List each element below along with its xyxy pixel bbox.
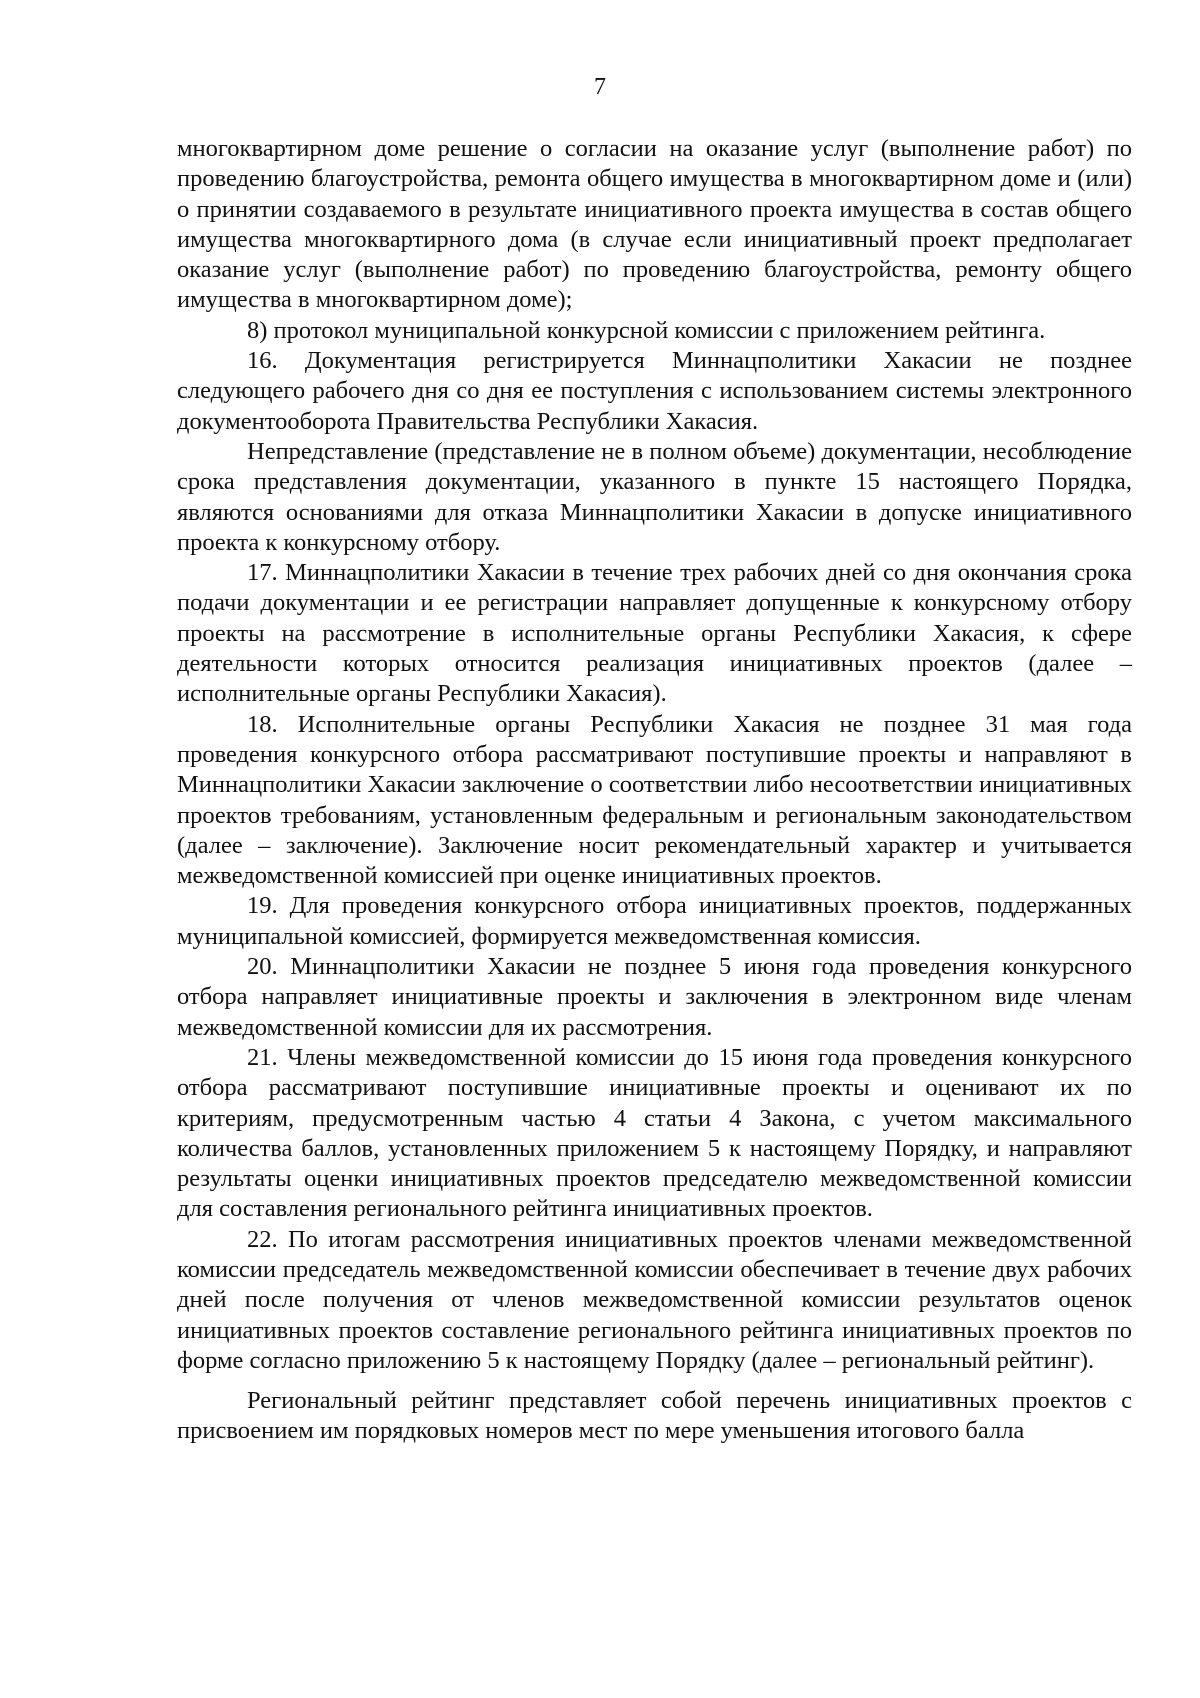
page-number: 7 (594, 74, 606, 100)
paragraph-22: 22. По итогам рассмотрения инициативных проектов членами межведомственной комиссии председатель межведомственной комиссии обеспечивает в течение двух рабочих дней после получения от членов межведомственной комиссии результатов оценок инициативных проектов составление регионального рейтинга инициативных проектов по форме согласно приложению 5 к настоящему Порядку (далее – региональный рейтинг). (177, 1225, 1132, 1374)
paragraph-16: 16. Документация регистрируется Миннацполитики Хакасии не позднее следующего рабочего дня со дня ее поступления с использованием системы электронного документооборота Правительства Республики Хакасия. (177, 347, 1132, 435)
paragraph-17: 17. Миннацполитики Хакасии в течение трех рабочих дней со дня окончания срока подачи документации и ее регистрации направляет допущенные к конкурсному отбору проекты на рассмотрение в исполнительные органы Республики Хакасия, к сфере деятельности которых относится реализация инициативных проектов (далее – исполнительные органы Республики Хакасия). (177, 559, 1132, 708)
paragraph-18: 18. Исполнительные органы Республики Хакасия не позднее 31 мая года проведения конкурсного отбора рассматривают поступившие проекты и направляют в Миннацполитики Хакасии заключение о соответствии либо несоответствии инициативных проектов требованиям, установленным федеральным и региональным законодательством (далее – заключение). Заключение носит рекомендательный характер и учитывается межведомственной комиссией при оценке инициативных проектов. (177, 710, 1132, 890)
paragraph-22-continued: Региональный рейтинг представляет собой перечень инициативных проектов с присвоением им порядковых номеров мест по мере уменьшения итогового балла (177, 1387, 1132, 1445)
paragraph-16-continued: Непредставление (представление не в полном объеме) документации, несоблюдение срока представления документации, указанного в пункте 15 настоящего Порядка, являются основаниями для отказа Миннацполитики Хакасии в допуске инициативного проекта к конкурсному отбору. (177, 437, 1132, 556)
document-body (177, 134, 1132, 1447)
paragraph-continuation: многоквартирном доме решение о согласии на оказание услуг (выполнение работ) по проведению благоустройства, ремонта общего имущества в многоквартирном доме и (или) о принятии создаваемого в результате инициативного проекта имущества в состав общего имущества многоквартирного дома (в случае если инициативный проект предполагает оказание услуг (выполнение работ) по проведению благоустройства, ремонту общего имущества в многоквартирном доме); (177, 135, 1132, 314)
paragraph-21: 21. Члены межведомственной комиссии до 15 июня года проведения конкурсного отбора рассматривают поступившие инициативные проекты и оценивают их по критериям, предусмотренным частью 4 статьи 4 Закона, с учетом максимального количества баллов, установленных приложением 5 к настоящему Порядку, и направляют результаты оценки инициативных проектов председателю межведомственной комиссии для составления регионального рейтинга инициативных проектов. (177, 1043, 1132, 1223)
paragraph-19: 19. Для проведения конкурсного отбора инициативных проектов, поддержанных муниципальной комиссией, формируется межведомственная комиссия. (177, 892, 1132, 950)
paragraph-20: 20. Миннацполитики Хакасии не позднее 5 июня года проведения конкурсного отбора направляет инициативные проекты и заключения в электронном виде членам межведомственной комиссии для их рассмотрения. (177, 953, 1132, 1041)
paragraph-item-8: 8) протокол муниципальной конкурсной комиссии с приложением рейтинга. (247, 316, 1046, 344)
